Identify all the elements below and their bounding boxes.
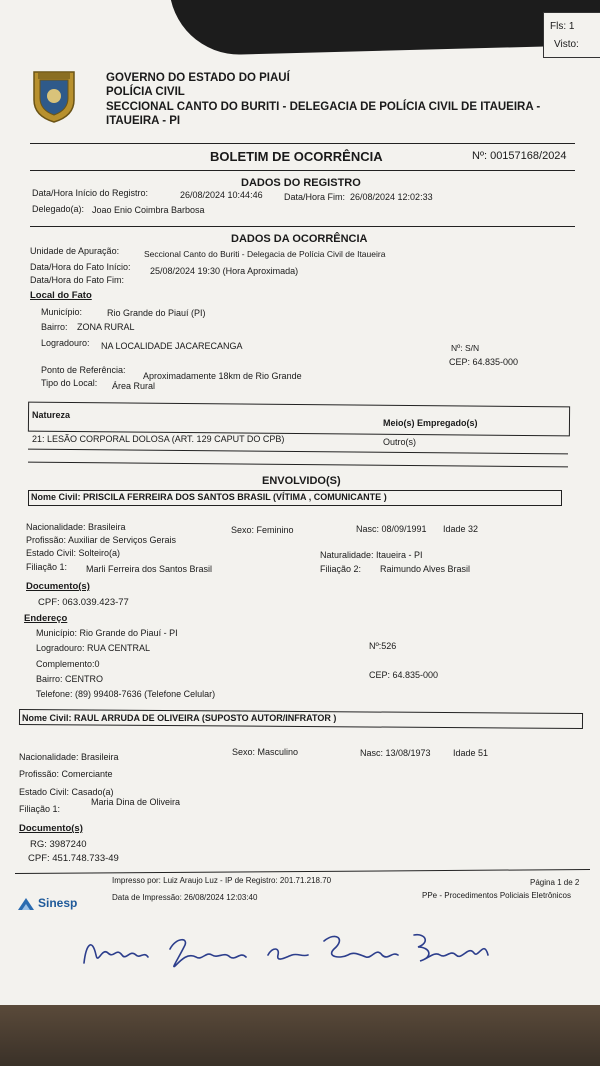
autor-cpf: CPF: 451.748.733-49 — [28, 853, 119, 864]
vitima-filiacao2-label: Filiação 2: — [320, 564, 362, 574]
folio-visto: Visto: — [554, 39, 579, 50]
autor-filiacao1-value: Maria Dina de Oliveira — [91, 797, 181, 807]
autor-nasc: Nasc: 13/08/1973 — [360, 748, 431, 758]
document-title: BOLETIM DE OCORRÊNCIA — [210, 149, 383, 164]
autor-profissao: Profissão: Comerciante — [19, 769, 113, 779]
natureza-col-header: Natureza — [32, 410, 71, 420]
vitima-filiacao1-label: Filiação 1: — [26, 562, 68, 572]
delegado-value: Joao Enio Coimbra Barbosa — [92, 205, 205, 215]
document-number: Nº: 00157168/2024 — [472, 150, 567, 162]
divider — [30, 170, 575, 171]
local-municipio-label: Município: — [41, 307, 83, 317]
vitima-naturalidade: Naturalidade: Itaueira - PI — [320, 550, 423, 560]
local-cep: CEP: 64.835-000 — [449, 357, 519, 367]
footer-impresso: Impresso por: Luiz Araujo Luz - IP de Registro: 201.71.218.70 — [112, 876, 332, 885]
vitima-sexo: Sexo: Feminino — [231, 525, 294, 535]
registro-fim-label: Data/Hora Fim: — [284, 192, 346, 202]
autor-rg: RG: 3987240 — [30, 839, 87, 850]
vitima-filiacao1-value: Marli Ferreira dos Santos Brasil — [86, 564, 213, 574]
autor-nome: Nome Civil: RAUL ARRUDA DE OLIVEIRA (SUPOSTO AUTOR/INFRATOR ) — [22, 713, 337, 723]
folio-fls: Fls: 1 — [550, 21, 575, 32]
vitima-cpf: CPF: 063.039.423-77 — [38, 597, 129, 608]
folio-stamp — [543, 12, 600, 58]
delegado-label: Delegado(a): — [32, 204, 85, 214]
vitima-endereco-heading: Endereço — [24, 613, 68, 624]
unidade-value: Seccional Canto do Buriti - Delegacia de Polícia Civil de Itaueira — [144, 249, 386, 259]
vitima-bairro: Bairro: CENTRO — [36, 674, 104, 684]
police-badge-icon — [30, 66, 78, 124]
local-logradouro-label: Logradouro: — [41, 338, 90, 348]
vitima-filiacao2-value: Raimundo Alves Brasil — [380, 564, 471, 574]
registro-inicio-value: 26/08/2024 10:44:46 — [180, 190, 263, 200]
handwritten-signature — [78, 925, 498, 975]
divider — [30, 143, 575, 144]
wooden-table — [0, 1005, 600, 1066]
autor-nacionalidade: Nacionalidade: Brasileira — [19, 752, 119, 762]
vitima-cep: CEP: 64.835-000 — [369, 670, 439, 680]
vitima-estado-civil: Estado Civil: Solteiro(a) — [26, 548, 121, 558]
vitima-telefone: Telefone: (89) 99408-7636 (Telefone Celular) — [36, 689, 216, 699]
vitima-documento-heading: Documento(s) — [26, 581, 90, 592]
autor-filiacao1-label: Filiação 1: — [19, 804, 61, 814]
vitima-numero: Nº:526 — [369, 641, 397, 651]
local-logradouro-value: NA LOCALIDADE JACARECANGA — [101, 341, 243, 351]
vitima-profissao: Profissão: Auxiliar de Serviços Gerais — [26, 535, 177, 545]
vitima-idade: Idade 32 — [443, 524, 479, 534]
vitima-logradouro: Logradouro: RUA CENTRAL — [36, 643, 151, 653]
vitima-complemento: Complemento:0 — [36, 659, 100, 669]
fato-inicio-label: Data/Hora do Fato Início: — [30, 262, 131, 272]
sinesp-logo-icon — [16, 896, 36, 914]
local-municipio-value: Rio Grande do Piauí (PI) — [107, 308, 206, 318]
unidade-label: Unidade de Apuração: — [30, 246, 120, 256]
natureza-value: 21: LESÃO CORPORAL DOLOSA (ART. 129 CAPUT DO CPB) — [32, 434, 285, 444]
registro-fim-value: 26/08/2024 12:02:33 — [350, 192, 433, 202]
autor-estado-civil: Estado Civil: Casado(a) — [19, 787, 114, 797]
local-numero: Nº: S/N — [451, 343, 480, 353]
referencia-value: Aproximadamente 18km de Rio Grande — [143, 371, 302, 381]
header-city: ITAUEIRA - PI — [106, 115, 181, 127]
header-government: GOVERNO DO ESTADO DO PIAUÍ — [106, 72, 290, 84]
registro-heading: DADOS DO REGISTRO — [241, 177, 361, 189]
vitima-nasc: Nasc: 08/09/1991 — [356, 524, 427, 534]
envolvidos-heading: ENVOLVIDO(S) — [262, 475, 341, 487]
local-heading: Local do Fato — [30, 290, 92, 301]
tipo-local-value: Área Rural — [112, 381, 156, 391]
tipo-local-label: Tipo do Local: — [41, 378, 98, 388]
meio-value: Outro(s) — [383, 437, 417, 447]
divider — [28, 449, 568, 455]
registro-inicio-label: Data/Hora Início do Registro: — [32, 188, 149, 198]
vitima-nome: Nome Civil: PRISCILA FERREIRA DOS SANTOS BRASIL (VÍTIMA , COMUNICANTE ) — [31, 492, 387, 502]
divider — [28, 462, 568, 468]
autor-documento-heading: Documento(s) — [19, 823, 83, 834]
local-bairro-value: ZONA RURAL — [77, 322, 135, 332]
vitima-municipio: Município: Rio Grande do Piauí - PI — [36, 628, 178, 638]
header-seccional: SECCIONAL CANTO DO BURITI - DELEGACIA DE POLÍCIA CIVIL DE ITAUEIRA - — [106, 101, 541, 113]
ocorrencia-heading: DADOS DA OCORRÊNCIA — [231, 233, 368, 245]
footer-data-impressao: Data de Impressão: 26/08/2024 12:03:40 — [112, 893, 258, 902]
referencia-label: Ponto de Referência: — [41, 365, 126, 375]
autor-sexo: Sexo: Masculino — [232, 747, 299, 757]
sinesp-logo-text: Sinesp — [38, 896, 78, 910]
header-police: POLÍCIA CIVIL — [106, 86, 185, 98]
footer-pagina: Página 1 de 2 — [530, 878, 580, 887]
local-bairro-label: Bairro: — [41, 322, 68, 332]
divider — [30, 226, 575, 227]
fato-fim-label: Data/Hora do Fato Fim: — [30, 275, 125, 285]
meio-col-header: Meio(s) Empregado(s) — [383, 418, 478, 428]
footer-ppe: PPe - Procedimentos Policiais Eletrônicos — [422, 891, 571, 900]
autor-idade: Idade 51 — [453, 748, 489, 758]
photo-shadow — [169, 0, 600, 56]
vitima-nacionalidade: Nacionalidade: Brasileira — [26, 522, 126, 532]
footer-divider — [15, 869, 590, 874]
natureza-header-box — [28, 402, 570, 437]
fato-inicio-value: 25/08/2024 19:30 (Hora Aproximada) — [150, 266, 299, 276]
